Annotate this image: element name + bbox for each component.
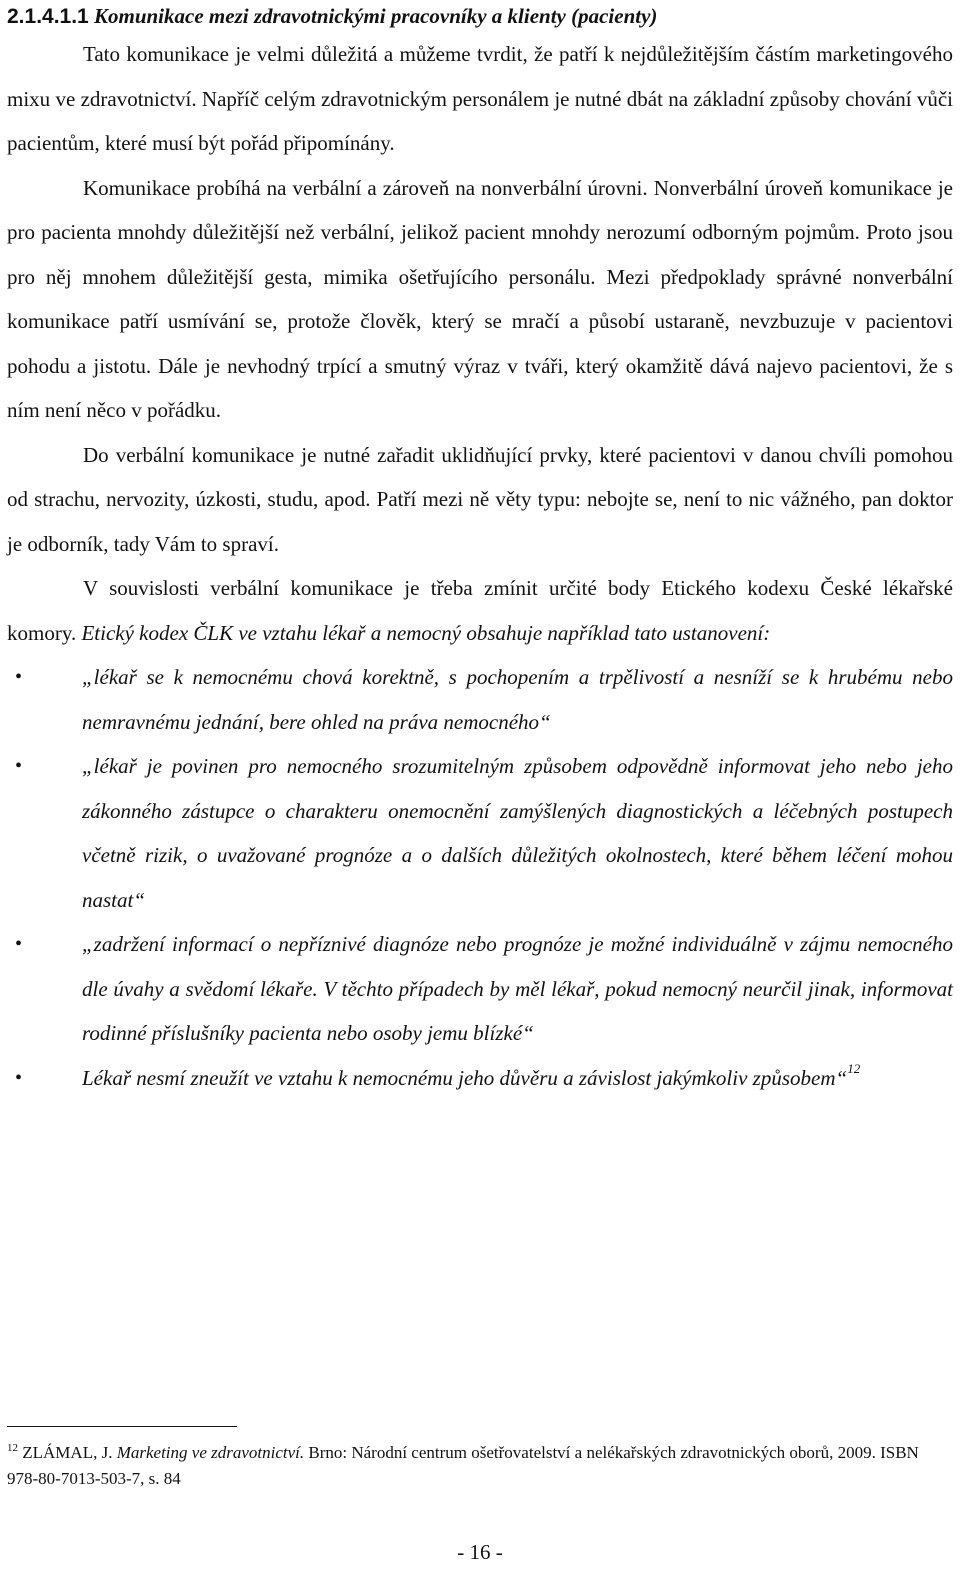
list-item: [7, 1056, 953, 1101]
bullet-icon: •: [15, 755, 23, 777]
list-item-text: „lékař je povinen pro nemocného srozumitelným způsobem odpovědně informovat jeho nebo jeho zákonného zástupce o charakteru onemocnění zamýšlených diagnostických a léčebných postupech včetně rizik, o uvažované prognóze a o dalších důležitých okolnostech, které během léčení mohou nastat“: [82, 754, 953, 912]
bullet-icon: •: [15, 1066, 23, 1089]
footnote-separator: [7, 1426, 237, 1427]
footnote-number: 12: [7, 1442, 18, 1454]
paragraph-4-text: V souvislosti verbální komunikace je třeba zmínit určité body Etického kodexu České lékařské komory.: [7, 576, 953, 645]
footnote-title: Marketing ve zdravotnictví.: [116, 1443, 305, 1462]
paragraph-4: [7, 566, 953, 655]
paragraph-3: Do verbální komunikace je nutné zařadit uklidňující prvky, které pacientovi v danou chvíli pomohou od strachu, nervozity, úzkosti, studu, apod. Patří mezi ně věty typu: nebojte se, není to nic vážného, pan doktor je odborník, tady Vám to spraví.: [7, 442, 953, 556]
body-text: [7, 32, 953, 1100]
list-item-text: „lékař se k nemocnému chová korektně, s pochopením a trpělivostí a nesníží se k hrubému nebo nemravnému jednání, bere ohled na práva nemocného“: [82, 665, 953, 734]
bullet-icon: •: [15, 666, 23, 688]
footnote-author: ZLÁMAL, J.: [22, 1443, 113, 1462]
footnote-details: Brno: Národní centrum ošetřovatelství a nelékařských zdravotnických oborů, 2009. ISBN 978-80-7013-503-7, s. 84: [7, 1443, 919, 1488]
bullet-icon: •: [15, 933, 23, 955]
page-number: - 16 -: [457, 1540, 503, 1564]
footnote: [7, 1440, 953, 1492]
list-item: [7, 922, 953, 1056]
section-number: 2.1.4.1.1: [7, 5, 89, 28]
paragraph-2: Komunikace probíhá na verbální a zároveň na nonverbální úrovni. Nonverbální úroveň komunikace je pro pacienta mnohdy důležitější než verbální, jelikož pacient mnohdy nerozumí odborným pojmům. Proto jsou pro něj mnohem důležitější gesta, mimika ošetřujícího personálu. Mezi předpoklady správné nonverbální komunikace patří usmívání se, protože člověk, který se mračí a působí ustaraně, nevzbuzuje v pacientovi pohodu a jistotu. Dále je nevhodný trpící a smutný výraz v tváři, který okamžitě dává najevo pacientovi, že s ním není něco v pořádku.: [7, 175, 953, 422]
list-item: [7, 744, 953, 922]
paragraph-4-italic: Etický kodex ČLK ve vztahu lékař a nemocný obsahuje například tato ustanovení:: [81, 620, 771, 645]
section-title: Komunikace mezi zdravotnickými pracovníky a klienty (pacienty): [93, 4, 658, 28]
code-of-ethics-list: [7, 655, 953, 1100]
list-item-text: Lékař nesmí zneužít ve vztahu k nemocnému jeho důvěru a závislost jakýmkoliv způsobem“: [82, 1065, 848, 1090]
section-heading: [7, 2, 953, 31]
paragraph-1: Tato komunikace je velmi důležitá a můžeme tvrdit, že patří k nejdůležitějším částím marketingového mixu ve zdravotnictví. Napříč celým zdravotnickým personálem je nutné dbát na základní způsoby chování vůči pacientům, které musí být pořád připomínány.: [7, 42, 953, 155]
list-item-text: „zadržení informací o nepříznivé diagnóze nebo prognóze je možné individuálně v zájmu nemocného dle úvahy a svědomí lékaře. V těchto případech by měl lékař, pokud nemocný neurčil jinak, informovat rodinné příslušníky pacienta nebo osoby jemu blízké“: [82, 932, 953, 1045]
footnote-reference: 12: [847, 1060, 861, 1076]
list-item: [7, 655, 953, 744]
